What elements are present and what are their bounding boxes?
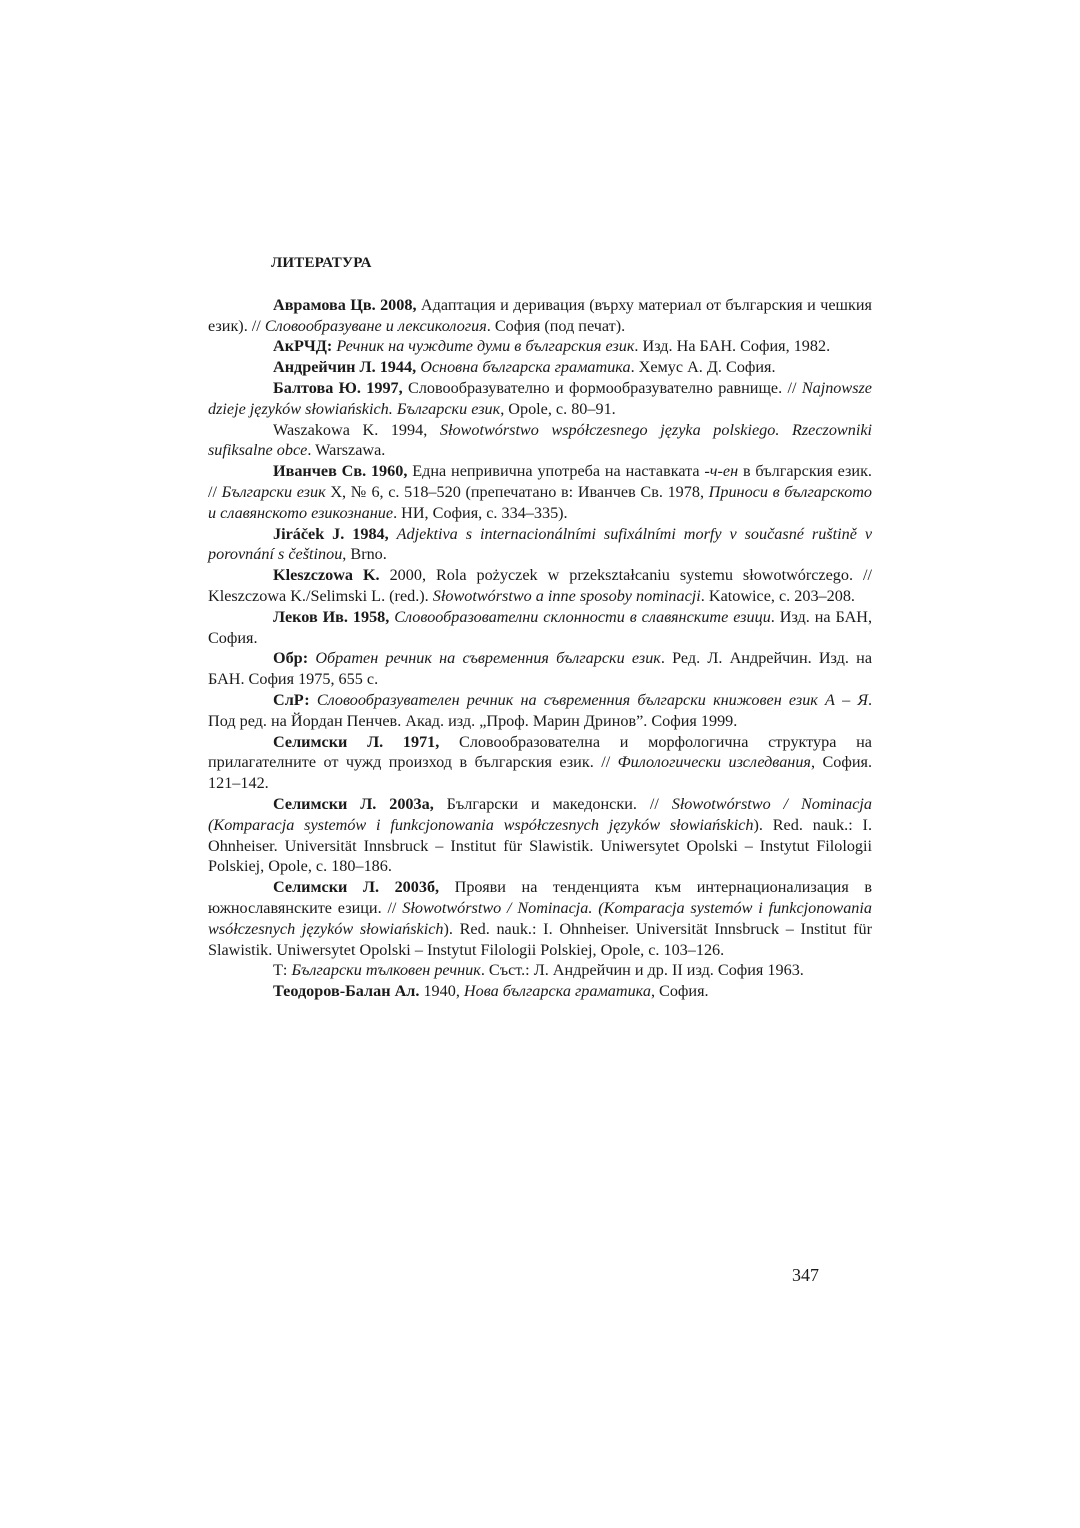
reference-text: Словообразователна и морфологична структура на прилагателните от чужд произход в българския език. //	[208, 732, 872, 772]
reference-list	[208, 295, 872, 1002]
reference-author: АкРЧД:	[273, 337, 333, 356]
reference-author: Селимски Л. 2003а,	[273, 794, 434, 813]
reference-author: Jiráček J. 1984,	[273, 524, 389, 543]
reference-title: Български тълковен речник	[291, 961, 481, 980]
reference-text: ). Red. nauk.: I. Ohnheiser. Universität Innsbruck – Institut für Slawistik. Uniwersytet Opolski – Instytut Filologii Polskiej, Opole, с. 180–186.	[208, 815, 872, 876]
reference-entry	[208, 648, 872, 690]
reference-author: Kleszczowa K.	[273, 566, 380, 585]
reference-text: Български и македонски. //	[433, 794, 672, 813]
reference-title: Słowotwórstwo / Nominacja (Komparacja systemów i funkcjonowania współczesnych języków słowiańskich	[208, 794, 872, 834]
reference-title: Słowotwórstwo a inne sposoby nominacji	[432, 586, 701, 605]
reference-title: Słowotwórstwo / Nominacja. (Komparacja systemów i funkcjonowania wsółczesnych języków słowiańskich	[208, 898, 872, 938]
reference-text: . София (под печат).	[486, 316, 626, 335]
reference-title: Български език	[221, 482, 326, 501]
reference-title: Словообразувателен речник на съвременния български книжовен език А – Я	[316, 690, 868, 709]
reference-text: . Ред. Л. Андрейчин. Изд. на БАН. София 1975, 655 с.	[208, 649, 873, 689]
reference-text: 1940,	[419, 982, 464, 1001]
reference-text: . Под ред. на Йордан Пенчев. Акад. изд. „Проф. Марин Дринов”. София 1999.	[208, 690, 873, 730]
reference-text: . Хемус А. Д. София.	[630, 358, 776, 377]
section-heading: ЛИТЕРАТУРА	[271, 255, 372, 271]
reference-text: Т:	[273, 961, 292, 980]
reference-title: -ч-ен	[704, 462, 739, 481]
reference-text: , София. 121–142.	[208, 753, 872, 793]
reference-text: 2000, Rola pożyczek w przekształcaniu systemu słowotwórczego. // Kleszczowa K./Selimski L. (red.).	[208, 566, 872, 605]
reference-title: Adjektiva s internacionálními sufixálními morfy v současné ruštině v porovnání s češtinou	[208, 524, 873, 564]
reference-author: Иванчев Св. 1960,	[273, 462, 408, 481]
reference-text	[389, 525, 397, 543]
reference-author: Селимски Л. 2003б,	[273, 878, 440, 897]
reference-title: Нова българска граматика	[463, 982, 651, 1001]
reference-entry	[208, 794, 872, 877]
reference-text: в българския език. //	[208, 462, 872, 501]
reference-entry	[208, 960, 872, 981]
reference-entry	[208, 524, 872, 566]
reference-author: Андрейчин Л. 1944,	[273, 358, 417, 377]
reference-entry	[208, 461, 872, 523]
reference-text: . Изд. на БАН, София.	[208, 607, 873, 647]
reference-entry	[208, 295, 872, 337]
reference-author: Леков Ив. 1958,	[273, 607, 390, 626]
reference-text: Waszakowa K. 1994,	[273, 420, 440, 439]
reference-entry	[208, 607, 872, 649]
page-number: 347	[792, 1265, 819, 1285]
reference-title: Филологически изследвания	[617, 753, 811, 772]
reference-text: , Opole, с. 80–91.	[500, 399, 616, 418]
reference-author: Обр:	[273, 649, 309, 668]
reference-entry	[208, 732, 872, 794]
reference-text: , София.	[650, 982, 709, 1001]
reference-entry	[208, 420, 872, 462]
reference-text: Словообразувателно и формообразувателно равнище. //	[402, 378, 802, 397]
reference-text: . Съст.: Л. Андрейчин и др. II изд. София 1963.	[480, 961, 804, 980]
reference-title: Словообразуване и лексикология	[264, 316, 487, 335]
reference-title: Приноси в българското и славянското езикознание	[208, 482, 873, 522]
reference-author: Селимски Л. 1971,	[273, 732, 440, 751]
reference-text: ). Red. nauk.: I. Ohnheiser. Universität Innsbruck – Institut für Slawistik. Uniwersytet Opolski – Instytut Filologii Polskiej, Opole, с. 103–126.	[208, 919, 873, 959]
reference-entry	[208, 565, 872, 607]
reference-title: Обратен речник на съвременния български език	[315, 649, 661, 668]
reference-text: . Warszawa.	[307, 441, 386, 460]
reference-title: Словообразователни склонности в славянските езици	[394, 607, 771, 626]
reference-entry	[208, 357, 872, 378]
reference-text: Една непривична употреба на наставката	[407, 462, 705, 481]
reference-author: Балтова Ю. 1997,	[273, 378, 403, 397]
bibliography-section	[208, 253, 872, 1002]
reference-text: . НИ, София, с. 334–335).	[393, 503, 568, 522]
reference-entry	[208, 877, 872, 960]
reference-text: Х, № 6, с. 518–520 (препечатано в: Иванчев Св. 1978,	[325, 482, 709, 501]
reference-title: Najnowsze dzieje języków słowiańskich. Български език	[208, 378, 872, 418]
reference-text	[310, 691, 317, 709]
reference-title: Основна българска граматика	[420, 358, 631, 377]
reference-entry	[208, 981, 872, 1002]
reference-title: Речник на чуждите думи в българския език	[336, 337, 635, 356]
reference-author: СлР:	[273, 690, 310, 709]
reference-title: Słowotwórstwo współczesnego języka polskiego. Rzeczowniki sufiksalne obce	[208, 420, 873, 460]
reference-entry	[208, 336, 872, 357]
reference-text: , Brno.	[342, 545, 387, 564]
reference-entry	[208, 378, 872, 420]
reference-text: Прояви на тенденцията към интернационализация в южнославянските езици. //	[208, 878, 872, 917]
reference-author: Аврамова Цв. 2008,	[273, 295, 417, 314]
reference-author: Теодоров-Балан Ал.	[273, 982, 420, 1001]
reference-entry	[208, 690, 872, 732]
reference-text: Адаптация и деривация (върху материал от българския и чешкия език). //	[208, 295, 872, 335]
reference-text: . Katowice, с. 203–208.	[700, 586, 855, 605]
reference-text: . Изд. На БАН. София, 1982.	[634, 337, 831, 356]
